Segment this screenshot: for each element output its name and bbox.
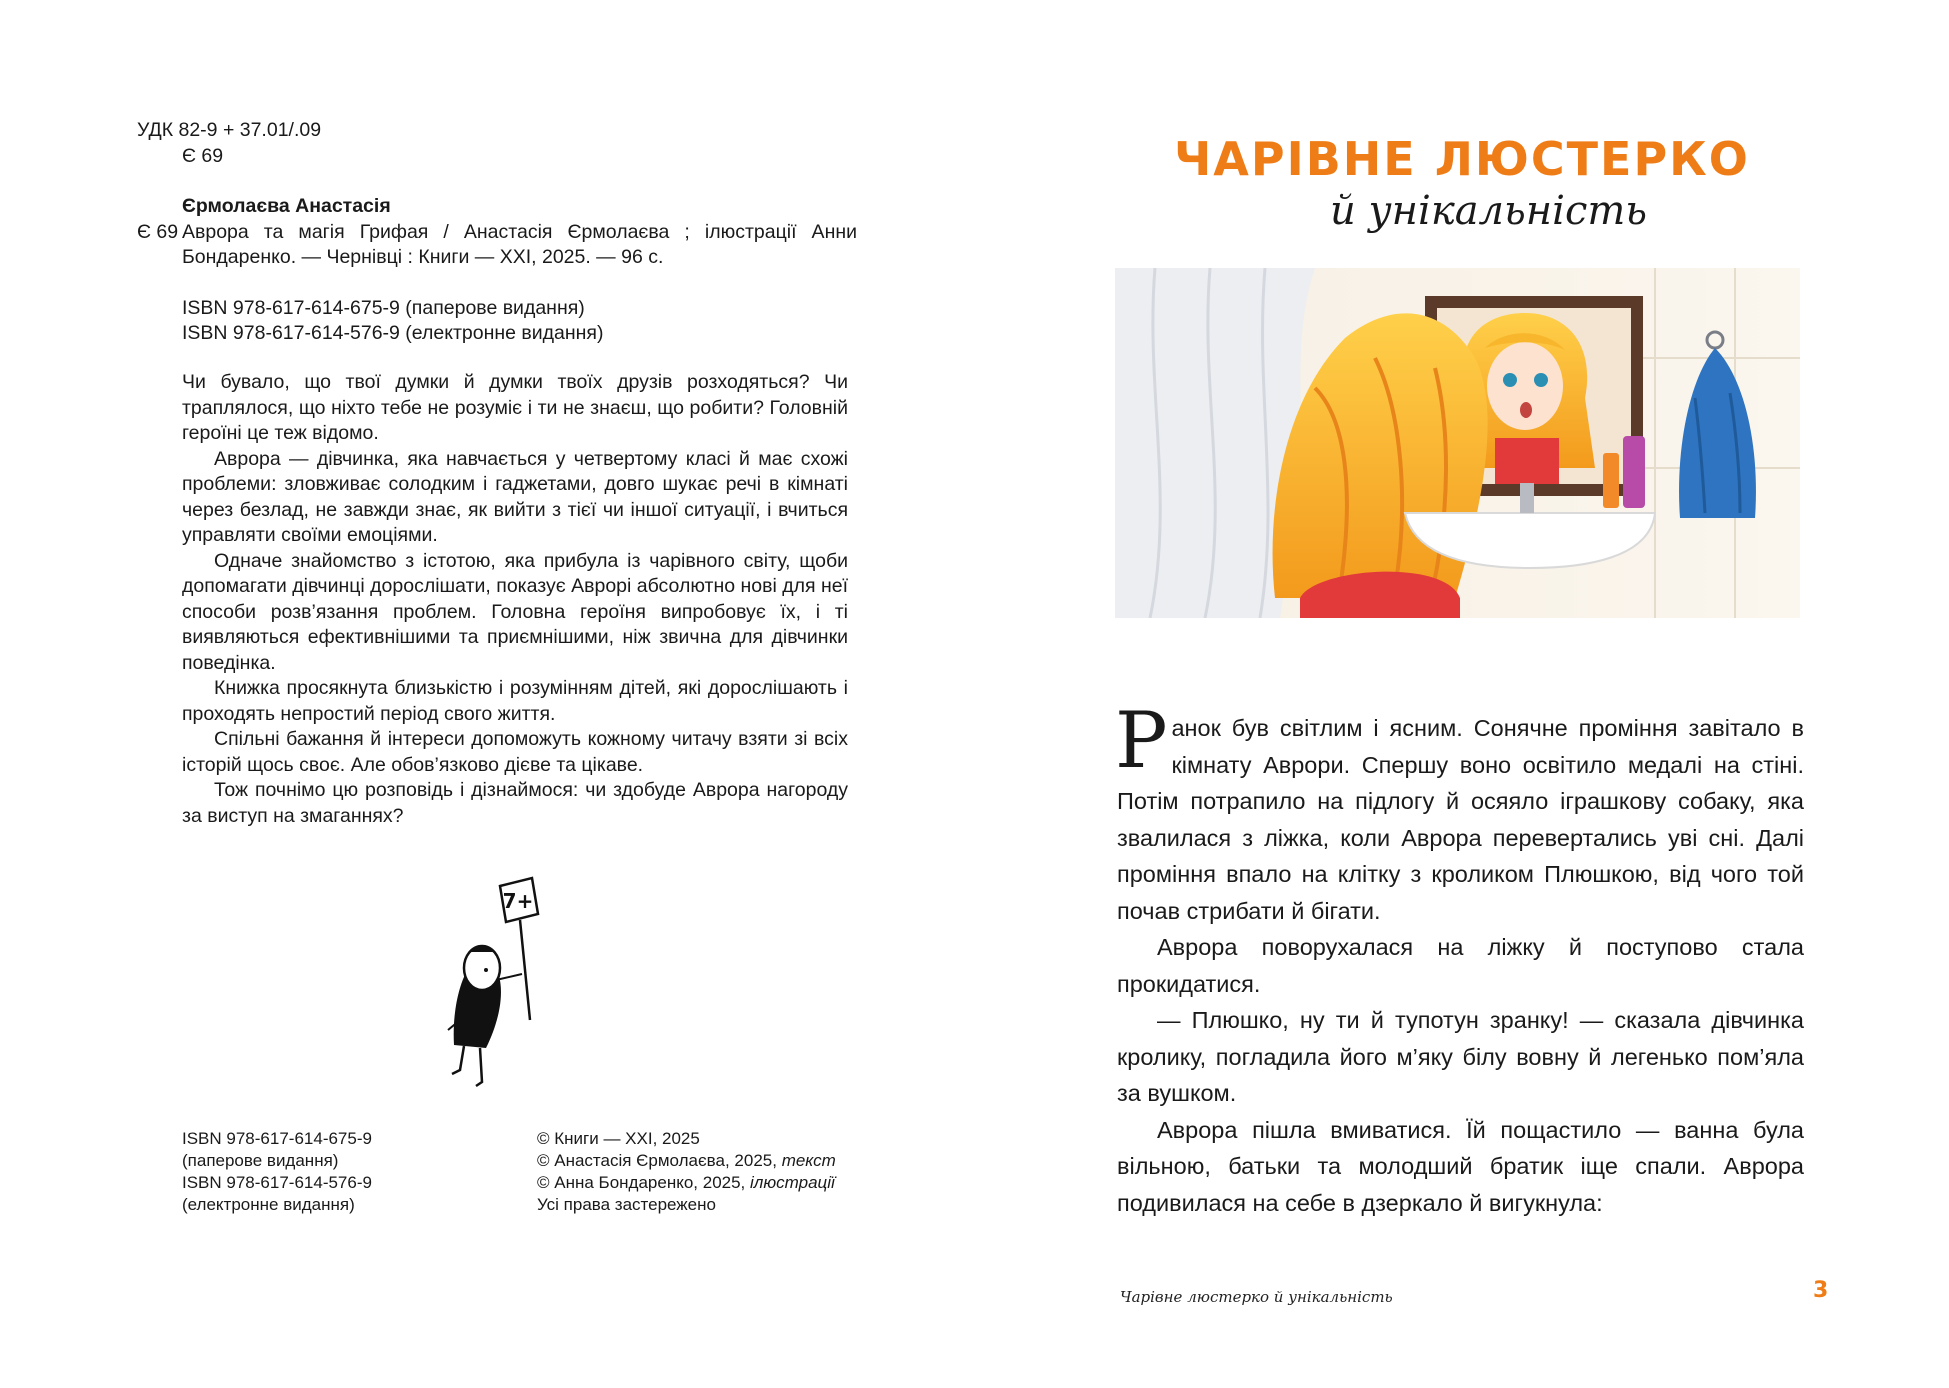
chapter-title: ЧАРІВНЕ ЛЮСТЕРКО [1174,132,1750,186]
running-head: Чарівне люстерко й унікальність [1120,1288,1393,1306]
right-page [975,0,1949,1388]
story-paragraph: — Плюшко, ну ти й тупотун зранку! — сказала дівчинка кролику, погладила його м’яку білу вовну й легенько пом’яла за вушком. [1117,1007,1804,1106]
story-text [1115,696,1804,1221]
lotion-bottle [1623,436,1645,508]
annotation-paragraph: Спільні бажання й інтереси допоможуть кожному читачу взяти зі всіх історій щось своє. Але обов’язково дієве та цікаве. [182,728,848,776]
bib-description: Аврора та магія Грифая / Анастасія Єрмолаєва ; ілюстрації Анни Бондаренко. — Чернівці : Книги — XXI, 2025. — 96 с. [182,220,857,268]
author-name: Єрмолаєва Анастасія [182,195,391,217]
story-paragraph: Аврора поворухалася на ліжку й поступово стала прокидатися. [1117,934,1804,997]
story-paragraph: Аврора пішла вмиватися. Їй пощастило — ванна була вільною, батьки та молодший братик іще спали. Аврора подивилася на себе в дзеркало й вигукнула: [1117,1116,1804,1216]
age-sign [500,878,538,1020]
soap-bottle [1603,453,1619,508]
annotation-paragraph: Книжка просякнута близькістю і розумінням дітей, які дорослішають і проходять непростий період свого життя. [182,677,848,725]
page-number: 3 [1813,1278,1829,1303]
copyright-block [537,1128,836,1216]
annotation-paragraph: Одначе знайомство з істотою, яка прибула із чарівного світу, щоби допомагати дівчинці дорослішати, показує Аврорі абсолютно нові для неї способи розв’язання проблем. Головна героїня випробовує їх, і ті виявляються ефективнішими та приємнішими, ніж звична для дівчинки поведінка. [182,549,848,674]
imprint-block [137,118,857,347]
copyright-rights: Усі права застережено [537,1195,716,1214]
bibliographic-record [137,220,857,271]
chapter-subtitle: й унікальність [1330,188,1648,234]
story-paragraph: Ранок був світлим і ясним. Сонячне проміння завітало в кімнату Аврори. Спершу воно освітило медалі на стіні. Потім потрапило на підлогу й осяяло іграшкову собаку, яка звалилася з ліжка, коли Аврора перевертались уві сні. Далі проміння впало на клітку з кроликом Плюшкою, від чого той почав стрибати й бігати. [1115,696,1804,924]
isbn-block [137,296,857,347]
copyright-publisher: © Книги — XXI, 2025 [537,1129,700,1148]
footer-isbn [182,1128,372,1216]
isbn-electronic: ISBN 978-617-614-576-9 (електронне видання) [182,322,604,344]
copyright-illustrator: © Анна Бондаренко, 2025, ілюстрації [537,1173,835,1192]
bib-code: Є 69 [137,220,179,243]
annotation-paragraph: Тож почнімо цю розповідь і дізнаймося: чи здобуде Аврора нагороду за виступ на змаганнях? [182,779,848,827]
annotation-paragraph: Аврора — дівчинка, яка навчається у четвертому класі й має схожі проблеми: зловживає солодким і гаджетами, довго шукає речі в кімнаті через безлад, не завжди знає, як вийти з тієї чи іншої ситуації, і вчиться управляти своїми емоціями. [182,447,848,546]
isbn-paper: ISBN 978-617-614-675-9 (паперове видання) [182,296,585,319]
creature-drawing [448,946,522,1086]
footer-isbn-line: (паперове видання) [182,1151,339,1170]
udk-code: УДК 82-9 + 37.01/.09 [137,119,322,141]
copyright-author: © Анастасія Єрмолаєва, 2025, текст [537,1151,836,1170]
faucet [1520,483,1534,513]
author-index: Є 69 [182,144,224,167]
age-rating-figure [430,870,570,1090]
annotation [182,370,848,829]
footer-isbn-line: (електронне видання) [182,1195,355,1214]
drop-cap: Р [1115,696,1168,786]
bathroom-mirror-illustration [1115,268,1800,618]
footer-isbn-line: ISBN 978-617-614-576-9 [182,1173,372,1192]
age-label: 7+ [502,889,534,913]
footer-isbn-line: ISBN 978-617-614-675-9 [182,1129,372,1148]
annotation-paragraph: Чи бувало, що твої думки й думки твоїх друзів розходяться? Чи траплялося, що ніхто тебе не розуміє і ти не знаєш, що робити? Головній героїні це теж відомо. [182,371,848,444]
